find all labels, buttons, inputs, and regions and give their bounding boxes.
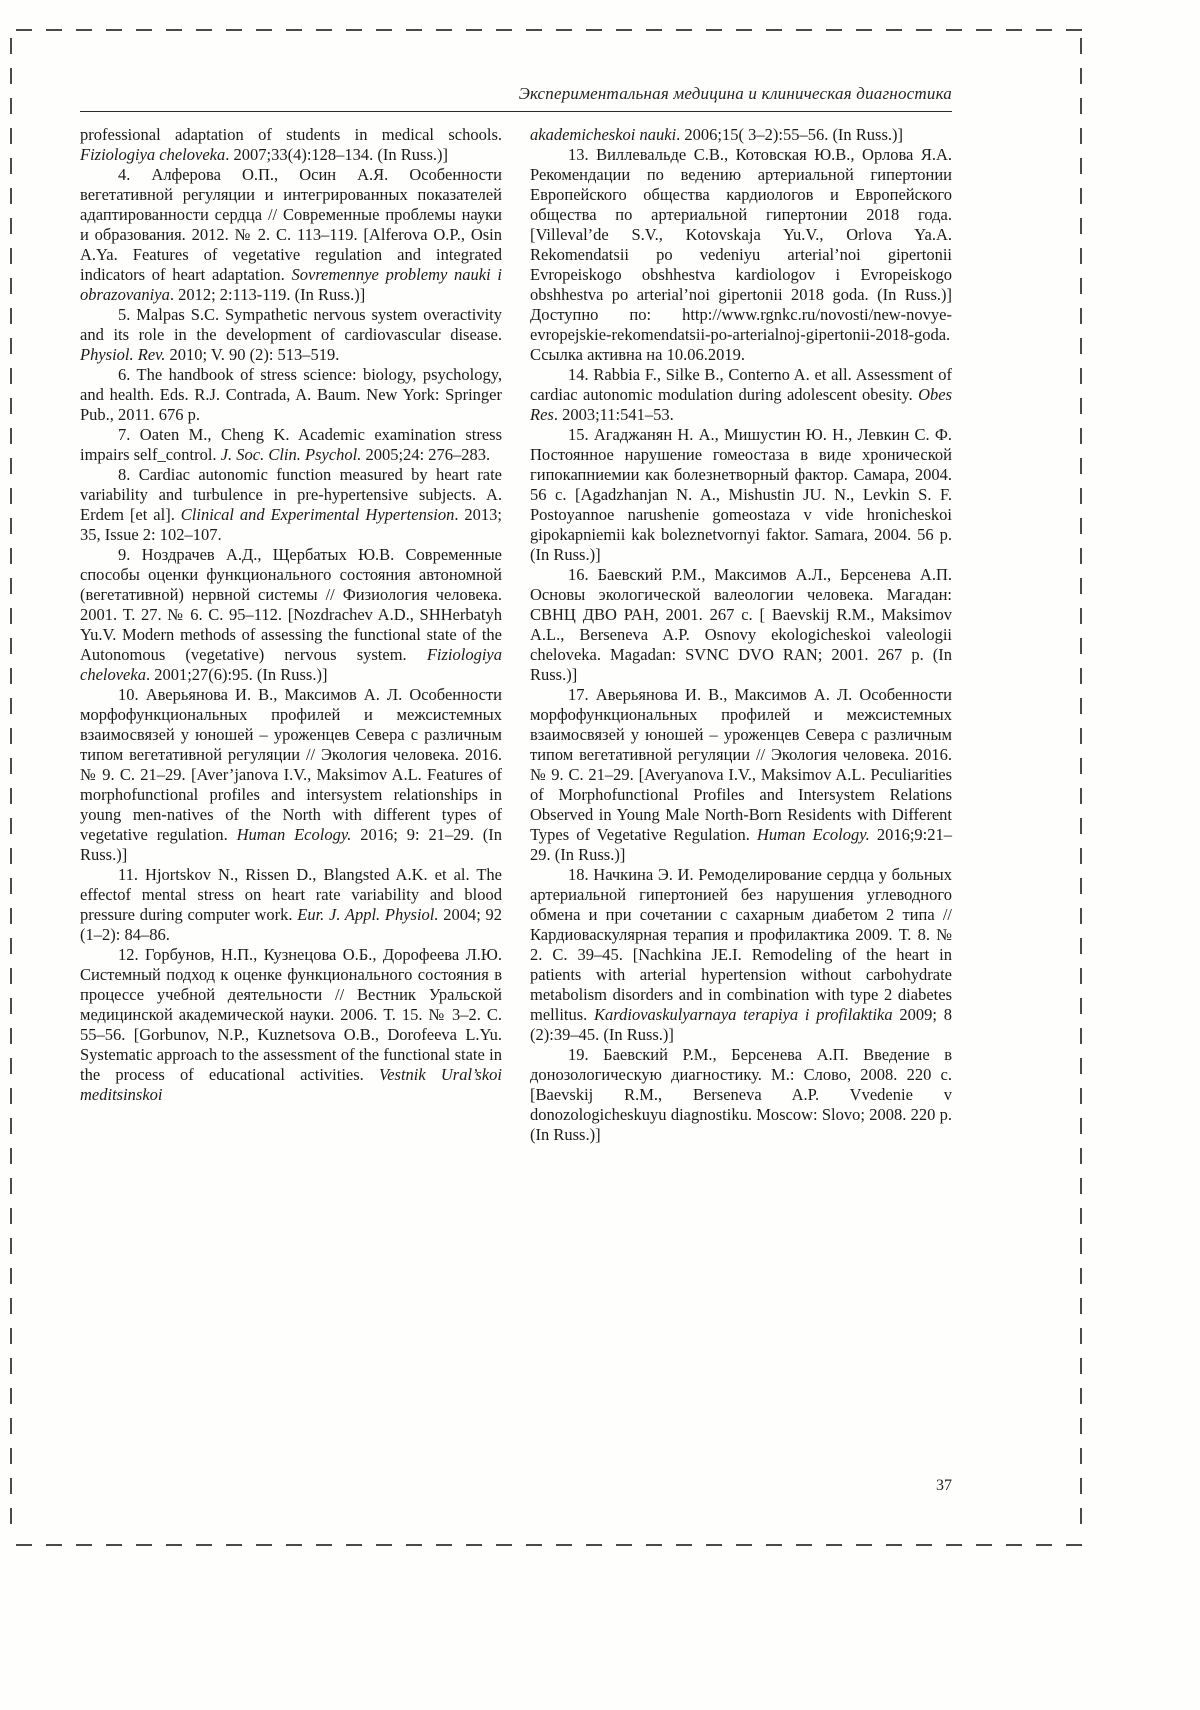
reference-journal-title: Vestnik Ural’skoi meditsinskoi xyxy=(80,1065,502,1104)
reference-journal-title: Eur. J. Appl. Physiol. xyxy=(297,905,439,924)
reference-paragraph xyxy=(530,565,952,685)
crop-mark-top xyxy=(16,29,1082,31)
reference-text: 2016; 9: 21–29. (In Russ.)] xyxy=(80,825,502,864)
crop-mark-right xyxy=(1080,38,1082,1538)
reference-text: 13. Виллевальде С.В., Котовская Ю.В., Орлова Я.А. Рекомендации по ведению артериальной гипертонии Европейского общества кардиологов и Европейского общества по артериальной гипертонии 2018 года. [Villeval’de S.V., Kotovskaja Yu.V., Orlova Ya.A. Rekomendatsii po vedeniyu arterial’noi gipertonii Evropeiskogo obshhestva kardiologov i Evropeiskogo obshhestva po arterial’noi gipertonii 2018 goda. (In Russ.)] Доступно по: http://www.rgnkc.ru/novosti/new-novye-evropejskie-rekomendatsii-po-arterialnoj-gipertonii-2018-goda. Ссылка активна на 10.06.2019. xyxy=(530,145,952,364)
reference-paragraph xyxy=(80,865,502,945)
reference-text: 2004; 92 (1–2): 84–86. xyxy=(80,905,502,944)
reference-text: 10. Аверьянова И. В., Максимов А. Л. Особенности морфофункциональных профилей и межсистемных взаимосвязей у юношей – уроженцев Севера с различным типом вегетативной регуляции // Экология человека. 2016. № 9. С. 21–29. [Aver’janova I.V., Maksimov A.L. Features of morphofunctional profiles and intersystem relationships in young men-natives of the North with different types of vegetative regulation. xyxy=(80,685,502,844)
reference-text: 2016;9:21–29. (In Russ.)] xyxy=(530,825,952,864)
reference-paragraph xyxy=(80,365,502,425)
reference-paragraph xyxy=(80,545,502,685)
crop-mark-left xyxy=(10,38,12,1538)
reference-paragraph xyxy=(530,145,952,365)
reference-text: 16. Баевский Р.М., Максимов А.Л., Берсенева А.П. Основы экологической валеологии человека. Магадан: СВНЦ ДВО РАН, 2001. 267 с. [ Baevskij R.M., Maksimov A.L., Berseneva A.P. Osnovy ekologicheskoi valeologii cheloveka. Magadan: SVNC DVO RAN; 2001. 267 p. (In Russ.)] xyxy=(530,565,952,684)
reference-paragraph xyxy=(80,125,502,165)
reference-journal-title: Human Ecology. xyxy=(756,825,870,844)
reference-text: 8. Cardiac autonomic function measured by heart rate variability and turbulence in pre-hypertensive subjects. A. Erdem [et al]. xyxy=(80,465,502,524)
reference-text: 2005;24: 276–283. xyxy=(361,445,491,464)
reference-paragraph xyxy=(80,305,502,365)
reference-journal-title: J. Soc. Clin. Psychol. xyxy=(220,445,362,464)
reference-journal-title: akademicheskoi nauki xyxy=(530,125,677,144)
reference-paragraph xyxy=(530,125,952,145)
reference-journal-title: Fiziologiya cheloveka xyxy=(80,145,226,164)
reference-paragraph xyxy=(530,865,952,1045)
reference-text: professional adaptation of students in medical schools. xyxy=(80,125,502,144)
crop-mark-bottom xyxy=(16,1544,1082,1546)
reference-text: . 2001;27(6):95. (In Russ.)] xyxy=(145,665,328,684)
running-header: Экспериментальная медицина и клиническая диагностика xyxy=(518,84,952,103)
reference-text: 12. Горбунов, Н.П., Кузнецова О.Б., Дорофеева Л.Ю. Системный подход к оценке функционального состояния в процессе учебной деятельности // Вестник Уральской медицинской академической науки. 2006. Т. 15. № 3–2. С. 55–56. [Gorbunov, N.P., Kuznetsova O.B., Dorofeeva L.Yu. Systematic approach to the assessment of the functional state in the process of educational activities. xyxy=(80,945,502,1084)
reference-text: . 2006;15( 3–2):55–56. (In Russ.)] xyxy=(676,125,904,144)
reference-paragraph xyxy=(80,165,502,305)
reference-text: 17. Аверьянова И. В., Максимов А. Л. Особенности морфофункциональных профилей и межсистемных взаимосвязей у юношей – уроженцев Севера с различным типом вегетативной регуляции // Экология человека. 2016. № 9. С. 21–29. [Averyanova I.V., Maksimov A.L. Peculiarities of Morphofunctional Profiles and Intersystem Relations Observed in Young Male North-Born Residents with Different Types of Vegetative Regulation. xyxy=(530,685,952,844)
reference-paragraph xyxy=(80,425,502,465)
reference-journal-title: Human Ecology. xyxy=(236,825,352,844)
reference-text: 2009; 8 (2):39–45. (In Russ.)] xyxy=(530,1005,952,1044)
reference-text: 2010; V. 90 (2): 513–519. xyxy=(165,345,340,364)
page-number: 37 xyxy=(936,1477,952,1494)
right-column xyxy=(530,125,952,1145)
reference-paragraph xyxy=(530,685,952,865)
reference-journal-title: Sovremennye problemy nauki i obrazovaniya xyxy=(80,265,502,304)
reference-paragraph xyxy=(80,685,502,865)
left-column xyxy=(80,125,502,1145)
reference-text: . 2013; 35, Issue 2: 102–107. xyxy=(80,505,502,544)
reference-columns xyxy=(80,125,952,1145)
reference-text: . 2007;33(4):128–134. (In Russ.)] xyxy=(225,145,448,164)
reference-text: 19. Баевский Р.М., Берсенева А.П. Введение в донозологическую диагностику. М.: Слово, 2008. 220 с. [Baevskij R.M., Berseneva A.P. Vvedenie v donozologicheskuyu diagnostiku. Moscow: Slovo; 2008. 220 p. (In Russ.)] xyxy=(530,1045,952,1144)
reference-journal-title: Fiziologiya cheloveka xyxy=(80,645,502,684)
reference-journal-title: Clinical and Experimental Hypertension xyxy=(180,505,455,524)
reference-journal-title: Kardiovaskulyarnaya terapiya i profilaktika xyxy=(594,1005,893,1024)
reference-text: 7. Oaten M., Cheng K. Academic examination stress impairs self_control. xyxy=(80,425,502,464)
reference-paragraph xyxy=(80,465,502,545)
reference-text: 9. Ноздрачев А.Д., Щербатых Ю.В. Современные способы оценки функционального состояния автономной (вегетативной) нервной системы // Физиология человека. 2001. Т. 27. № 6. С. 95–112. [Nozdrachev A.D., SHHerbatyh Yu.V. Modern methods of assessing the functional state of the Autonomous (vegetative) nervous system. xyxy=(80,545,502,664)
reference-text: 6. The handbook of stress science: biology, psychology, and health. Eds. R.J. Contrada, A. Baum. New York: Springer Pub., 2011. 676 p. xyxy=(80,365,502,424)
reference-paragraph xyxy=(530,365,952,425)
reference-text: . 2003;11:541–53. xyxy=(553,405,674,424)
reference-paragraph xyxy=(80,945,502,1105)
reference-text: 11. Hjortskov N., Rissen D., Blangsted A.K. et al. The effectof mental stress on heart rate variability and blood pressure during computer work. xyxy=(80,865,502,924)
reference-text: 18. Начкина Э. И. Ремоделирование сердца у больных артериальной гипертонией без нарушения углеводного обмена и при сочетании с сахарным диабетом 2 типа // Кардиоваскулярная терапия и профилактика 2009. Т. 8. № 2. С. 39–45. [Nachkina JE.I. Remodeling of the heart in patients with arterial hypertension without carbohydrate metabolism disorders and in combination with type 2 diabetes mellitus. xyxy=(530,865,952,1024)
reference-paragraph xyxy=(530,1045,952,1145)
reference-journal-title: Obes Res xyxy=(530,385,952,424)
reference-journal-title: Physiol. Rev. xyxy=(80,345,166,364)
reference-text: 5. Malpas S.C. Sympathetic nervous system overactivity and its role in the development of cardiovascular disease. xyxy=(80,305,502,344)
reference-paragraph xyxy=(530,425,952,565)
reference-text: 14. Rabbia F., Silke B., Conterno A. et all. Assessment of cardiac autonomic modulation during adolescent obesity. xyxy=(530,365,952,404)
page-content xyxy=(80,84,952,1494)
reference-text: 15. Агаджанян Н. А., Мишустин Ю. Н., Левкин С. Ф. Постоянное нарушение гомеостаза в виде хронической гипокапниемии как болезнетворный фактор. Самара, 2004. 56 с. [Agadzhanjan N. A., Mishustin JU. N., Levkin S. F. Postoyannoe narushenie gomeostaza v vide hronicheskoi gipokapniemii kak boleznetvornyi faktor. Samara, 2004. 56 p. (In Russ.)] xyxy=(530,425,952,564)
header-rule xyxy=(80,111,952,112)
reference-text: 4. Алферова О.П., Осин А.Я. Особенности вегетативной регуляции и интегрированных показателей адаптированности сердца // Современные проблемы науки и образования. 2012. № 2. С. 113–119. [Alferova O.P., Osin A.Ya. Features of vegetative regulation and integrated indicators of heart adaptation. xyxy=(80,165,502,284)
reference-text: . 2012; 2:113-119. (In Russ.)] xyxy=(169,285,366,304)
